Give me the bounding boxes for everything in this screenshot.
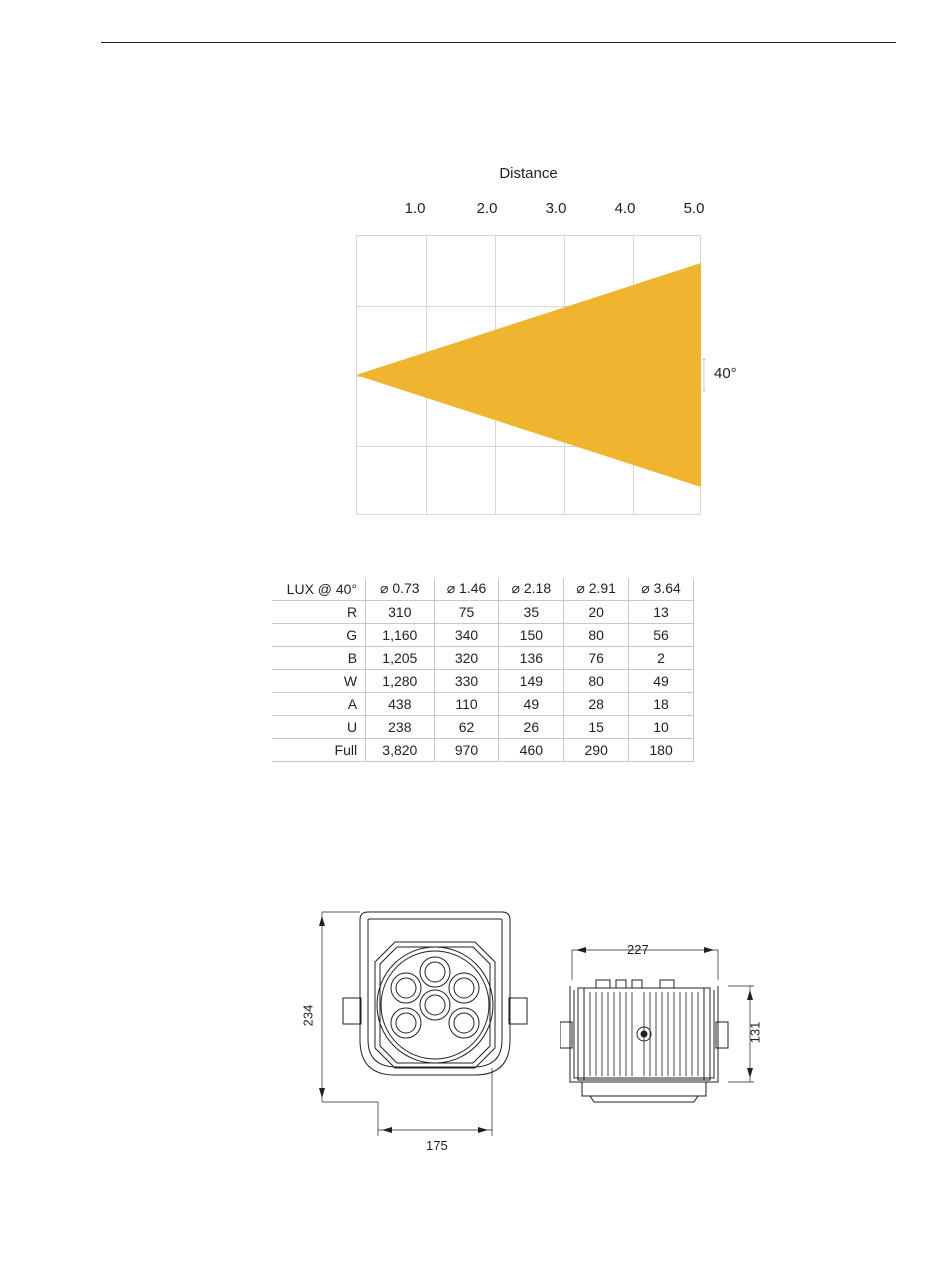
distance-tick-2: 2.0 (476, 200, 498, 217)
lux-cell-w-1: 1,280 (366, 670, 435, 693)
lux-cell-g-4: 80 (564, 624, 629, 647)
lux-cell-u-2: 62 (434, 716, 499, 739)
lux-cell-b-5: 2 (629, 647, 694, 670)
lux-cell-r-3: 35 (499, 601, 564, 624)
side-width-label: 227 (627, 942, 649, 957)
beam-angle-arrow (703, 235, 705, 515)
table-row (272, 601, 694, 624)
lux-row-label-b: B (272, 647, 366, 670)
lux-cell-u-4: 15 (564, 716, 629, 739)
distance-tick-5: 5.0 (683, 200, 705, 217)
beam-angle-label: 40° (714, 365, 737, 382)
lux-cell-w-3: 149 (499, 670, 564, 693)
distance-tick-4: 4.0 (614, 200, 636, 217)
beam-grid (356, 235, 701, 515)
lux-cell-b-3: 136 (499, 647, 564, 670)
lux-cell-b-2: 320 (434, 647, 499, 670)
lux-cell-u-1: 238 (366, 716, 435, 739)
lux-cell-a-1: 438 (366, 693, 435, 716)
lux-cell-w-4: 80 (564, 670, 629, 693)
lux-cell-g-5: 56 (629, 624, 694, 647)
lux-col-header-3: ⌀ 2.18 (499, 578, 564, 601)
distance-tick-1: 1.0 (404, 200, 426, 217)
table-row (272, 716, 694, 739)
table-row (272, 624, 694, 647)
lux-cell-g-2: 340 (434, 624, 499, 647)
lux-cell-r-2: 75 (434, 601, 499, 624)
side-height-label: 131 (747, 1021, 763, 1044)
lux-cell-u-5: 10 (629, 716, 694, 739)
distance-tick-row (356, 200, 705, 220)
lux-cell-b-4: 76 (564, 647, 629, 670)
lux-col-header-5: ⌀ 3.64 (629, 578, 694, 601)
lux-cell-u-3: 26 (499, 716, 564, 739)
table-row (272, 693, 694, 716)
front-width-label: 175 (426, 1138, 448, 1153)
lux-row-label-g: G (272, 624, 366, 647)
lux-cell-a-3: 49 (499, 693, 564, 716)
lux-cell-g-3: 150 (499, 624, 564, 647)
lux-cell-full-3: 460 (499, 739, 564, 762)
lux-cell-a-2: 110 (434, 693, 499, 716)
lux-cell-r-4: 20 (564, 601, 629, 624)
lux-cell-a-4: 28 (564, 693, 629, 716)
lux-cell-w-5: 49 (629, 670, 694, 693)
lux-row-label-full: Full (272, 739, 366, 762)
lux-col-header-2: ⌀ 1.46 (434, 578, 499, 601)
lux-cell-a-5: 18 (629, 693, 694, 716)
beam-diagram (0, 150, 950, 550)
table-header-row (272, 578, 694, 601)
lux-corner-label: LUX @ 40° (272, 578, 366, 601)
lux-cell-full-1: 3,820 (366, 739, 435, 762)
dimension-drawings (0, 880, 950, 1170)
lux-col-header-4: ⌀ 2.91 (564, 578, 629, 601)
lux-cell-full-5: 180 (629, 739, 694, 762)
side-view-drawing (560, 930, 790, 1180)
distance-tick-3: 3.0 (545, 200, 567, 217)
lux-table (272, 578, 694, 762)
lux-cell-full-2: 970 (434, 739, 499, 762)
lux-cell-w-2: 330 (434, 670, 499, 693)
lux-cell-full-4: 290 (564, 739, 629, 762)
lux-col-header-1: ⌀ 0.73 (366, 578, 435, 601)
front-view-drawing (300, 890, 570, 1180)
table-row (272, 647, 694, 670)
lux-row-label-w: W (272, 670, 366, 693)
front-height-label: 234 (300, 1004, 316, 1027)
lux-row-label-r: R (272, 601, 366, 624)
lux-cell-r-1: 310 (366, 601, 435, 624)
table-row (272, 739, 694, 762)
lux-row-label-u: U (272, 716, 366, 739)
header-divider (101, 42, 896, 43)
lux-cell-b-1: 1,205 (366, 647, 435, 670)
lux-row-label-a: A (272, 693, 366, 716)
beam-distance-title: Distance (499, 165, 558, 182)
lux-cell-r-5: 13 (629, 601, 694, 624)
lux-cell-g-1: 1,160 (366, 624, 435, 647)
table-row (272, 670, 694, 693)
